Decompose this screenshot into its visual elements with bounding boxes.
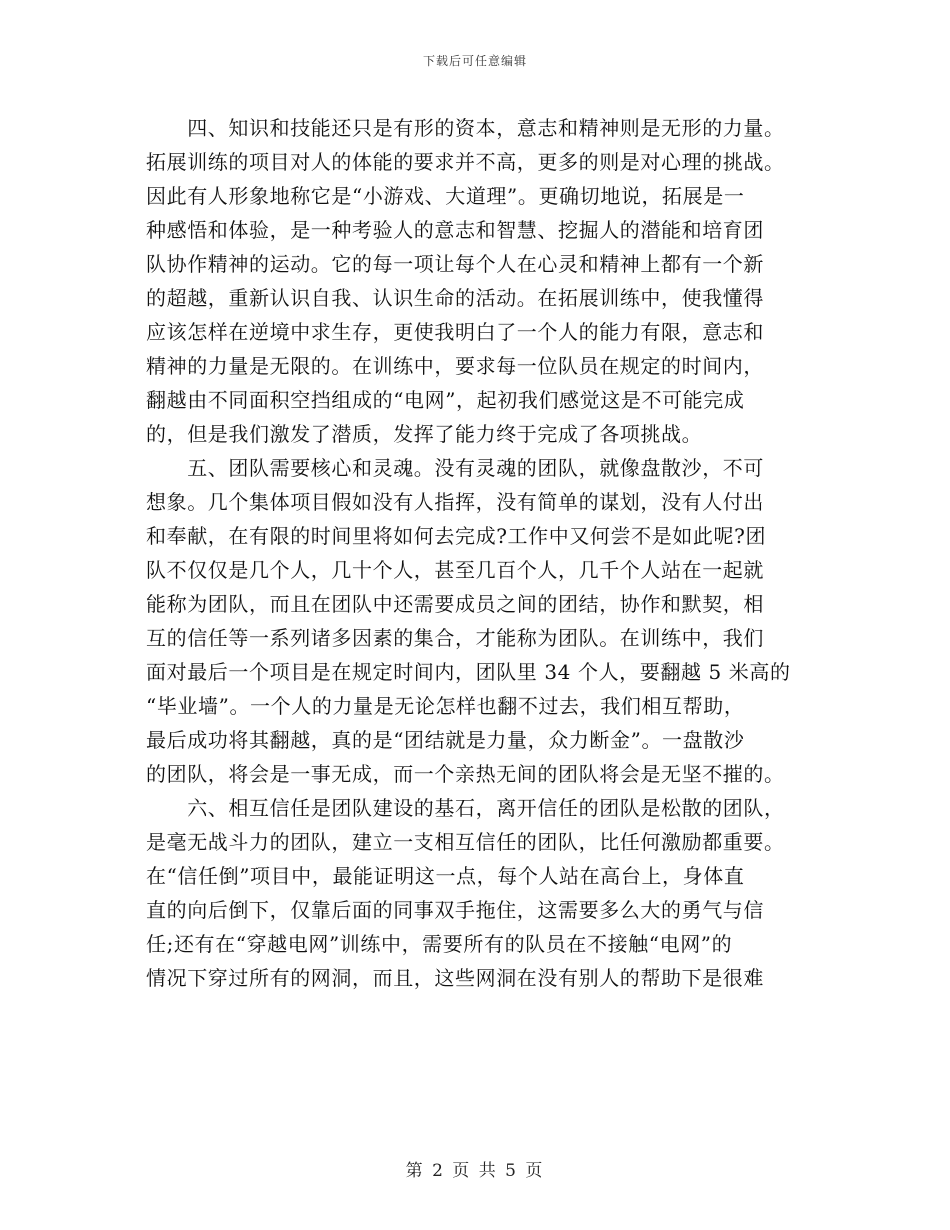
text-line: 互的信任等一系列诸多因素的集合，才能称为团队。在训练中，我们	[146, 626, 764, 650]
page-number-footer: 第 2 页 共 5 页	[405, 1161, 545, 1181]
text-line: 应该怎样在逆境中求生存，更使我明白了一个人的能力有限，意志和	[146, 320, 764, 344]
text-line: 队不仅仅是几个人，几十个人，甚至几百个人，几千个人站在一起就	[146, 558, 764, 582]
text-line: “毕业墙”。一个人的力量是无论怎样也翻不过去，我们相互帮助，	[146, 694, 745, 718]
text-line: 精神的力量是无限的。在训练中，要求每一位队员在规定的时间内，	[146, 354, 764, 378]
text-line: 种感悟和体验，是一种考验人的意志和智慧、挖掘人的潜能和培育团	[146, 218, 764, 242]
document-body	[146, 111, 806, 995]
text-line: 能称为团队，而且在团队中还需要成员之间的团结，协作和默契，相	[146, 592, 764, 616]
text-line: 是毫无战斗力的团队，建立一支相互信任的团队，比任何激励都重要。	[146, 830, 785, 854]
text-line: 直的向后倒下，仅靠后面的同事双手拖住，这需要多么大的勇气与信	[146, 898, 764, 922]
text-line: 六、相互信任是团队建设的基石，离开信任的团队是松散的团队，	[146, 796, 785, 820]
text-line: 队协作精神的运动。它的每一项让每个人在心灵和精神上都有一个新	[146, 252, 764, 276]
text-line: 因此有人形象地称它是“小游戏、大道理”。更确切地说，拓展是一	[146, 184, 745, 208]
text-line: 四、知识和技能还只是有形的资本，意志和精神则是无形的力量。	[146, 116, 785, 140]
text-line: 翻越由不同面积空挡组成的“电网”，起初我们感觉这是不可能完成	[146, 388, 745, 412]
text-line: 在“信任倒”项目中，最能证明这一点，每个人站在高台上，身体直	[146, 864, 745, 888]
text-line: 和奉献，在有限的时间里将如何去完成?工作中又何尝不是如此呢?团	[146, 524, 767, 548]
text-line: 情况下穿过所有的网洞，而且，这些网洞在没有别人的帮助下是很难	[146, 966, 764, 990]
text-line: 任;还有在“穿越电网”训练中，需要所有的队员在不接触“电网”的	[146, 932, 733, 956]
text-line: 想象。几个集体项目假如没有人指挥，没有简单的谋划，没有人付出	[146, 490, 764, 514]
text-line: 五、团队需要核心和灵魂。没有灵魂的团队，就像盘散沙，不可	[146, 456, 764, 480]
text-line: 的，但是我们激发了潜质，发挥了能力终于完成了各项挑战。	[146, 422, 703, 446]
text-line: 的团队，将会是一事无成，而一个亲热无间的团队将会是无坚不摧的。	[146, 762, 785, 786]
text-line: 的超越，重新认识自我、认识生命的活动。在拓展训练中，使我懂得	[146, 286, 764, 310]
text-line: 面对最后一个项目是在规定时间内，团队里 34 个人，要翻越 5 米高的	[146, 660, 791, 684]
text-line: 最后成功将其翻越，真的是“团结就是力量，众力断金”。一盘散沙	[146, 728, 745, 752]
page-header-note: 下载后可任意编辑	[422, 54, 527, 68]
text-line: 拓展训练的项目对人的体能的要求并不高，更多的则是对心理的挑战。	[146, 150, 785, 174]
